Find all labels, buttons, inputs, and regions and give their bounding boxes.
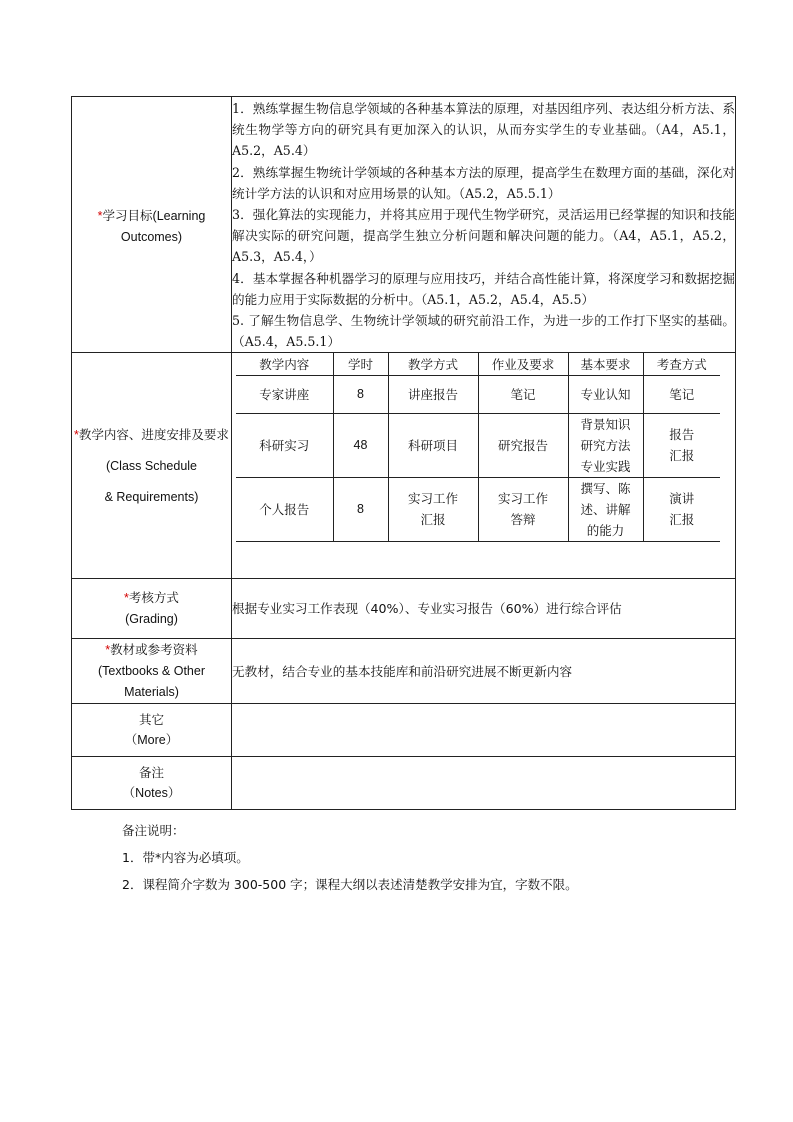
materials-content: 无教材，结合专业的基本技能库和前沿研究进展不断更新内容 [232,639,736,704]
materials-label-en2: Materials) [124,685,179,700]
materials-label-cn: 教材或参考资料 [110,642,198,658]
notes-label-en: （Notes） [122,786,181,801]
schedule-header-cell: 基本要求 [568,353,643,375]
schedule-header-cell: 教学内容 [236,353,333,375]
outcome-item: 1．熟练掌握生物信息学领域的各种基本算法的原理，对基因组序列、表达组分析方法、系统生物学等方向的研究具有更加深入的认识，从而夯实学生的专业基础。（A4，A5.1，A5.2，A5.4） [232,101,735,159]
materials-label-en1: (Textbooks & Other [98,664,205,679]
outcomes-content [232,97,736,353]
grading-label [72,579,232,639]
schedule-row-item [236,375,720,413]
schedule-label-en2: & Requirements) [104,489,199,504]
outcomes-row [72,97,736,353]
schedule-cell: 笔记 [643,375,720,413]
schedule-cell: 实习工作 答辩 [478,477,568,541]
outcome-item: 5. 了解生物信息学、生物统计学领域的研究前沿工作，为进一步的工作打下坚实的基础。（A5.4，A5.5.1） [232,313,735,350]
notes-label-cn: 备注 [138,765,164,781]
outcome-item: 3．强化算法的实现能力，并将其应用于现代生物学研究，灵活运用已经掌握的知识和技能解决实际的研究问题，提高学生独立分析问题和解决问题的能力。（A4，A5.1，A5.2，A5.3，A5.4，） [232,207,735,265]
schedule-header-cell: 学时 [333,353,388,375]
required-mark: * [105,643,111,658]
materials-row [72,639,736,704]
required-mark: * [74,427,79,442]
schedule-cell: 个人报告 [236,477,333,541]
footer-note-item: 2．课程简介字数为 300-500 字；课程大纲以表述清楚教学安排为宜，字数不限。 [122,877,578,892]
schedule-cell: 科研实习 [236,413,333,477]
schedule-content [232,353,736,579]
notes-content [232,757,736,810]
materials-label [72,639,232,704]
schedule-label-cn: 教学内容、进度安排及要求 [78,426,229,442]
schedule-cell: 专家讲座 [236,375,333,413]
schedule-header-cell: 考查方式 [643,353,720,375]
schedule-cell: 背景知识 研究方法 专业实践 [568,413,643,477]
schedule-cell: 演讲 汇报 [643,477,720,541]
footer-note-item: 1．带*内容为必填项。 [122,850,249,865]
schedule-cell: 讲座报告 [388,375,478,413]
required-mark: * [97,209,103,224]
schedule-cell: 48 [333,413,388,477]
course-outline-table [71,96,736,810]
schedule-label-en1: (Class Schedule [105,458,197,473]
more-content [232,704,736,757]
schedule-cell: 专业认知 [568,375,643,413]
schedule-header-cell: 教学方式 [388,353,478,375]
schedule-row-item [236,477,720,541]
schedule-cell: 研究报告 [478,413,568,477]
schedule-cell: 8 [333,477,388,541]
more-label [72,704,232,757]
required-mark: * [124,591,129,606]
schedule-cell: 笔记 [478,375,568,413]
notes-row [72,757,736,810]
schedule-cell: 报告 汇报 [643,413,720,477]
schedule-cell: 实习工作 汇报 [388,477,478,541]
grading-label-en: (Grading) [125,612,178,627]
schedule-row [72,353,736,579]
notes-label [72,757,232,810]
outcomes-label-en: (Learning Outcomes) [120,209,206,245]
schedule-header-row [236,353,720,375]
outcomes-label [72,97,232,353]
schedule-cell: 科研项目 [388,413,478,477]
schedule-cell: 8 [333,375,388,413]
footer-notes-title: 备注说明： [122,823,185,838]
schedule-header-cell: 作业及要求 [478,353,568,375]
schedule-cell: 撰写、陈 述、讲解 的能力 [568,477,643,541]
schedule-row-item [236,413,720,477]
grading-label-cn: 考核方式 [128,590,179,606]
outcomes-label-cn: 学习目标 [102,208,153,224]
more-row [72,704,736,757]
outcome-item: 4．基本掌握各种机器学习的原理与应用技巧，并结合高性能计算，将深度学习和数据挖掘的能力应用于实际数据的分析中。（A5.1，A5.2，A5.4，A5.5） [232,270,735,307]
grading-content: 根据专业实习工作表现（40%）、专业实习报告（60%）进行综合评估 [232,579,736,639]
more-label-cn: 其它 [138,712,164,728]
schedule-table [236,353,720,542]
outcome-item: 2．熟练掌握生物统计学领域的各种基本方法的原理，提高学生在数理方面的基础，深化对统计学方法的认识和对应用场景的认知。（A5.2，A5.5.1） [232,164,735,201]
grading-row [72,579,736,639]
schedule-label [72,353,232,579]
more-label-en: （More） [124,733,179,748]
